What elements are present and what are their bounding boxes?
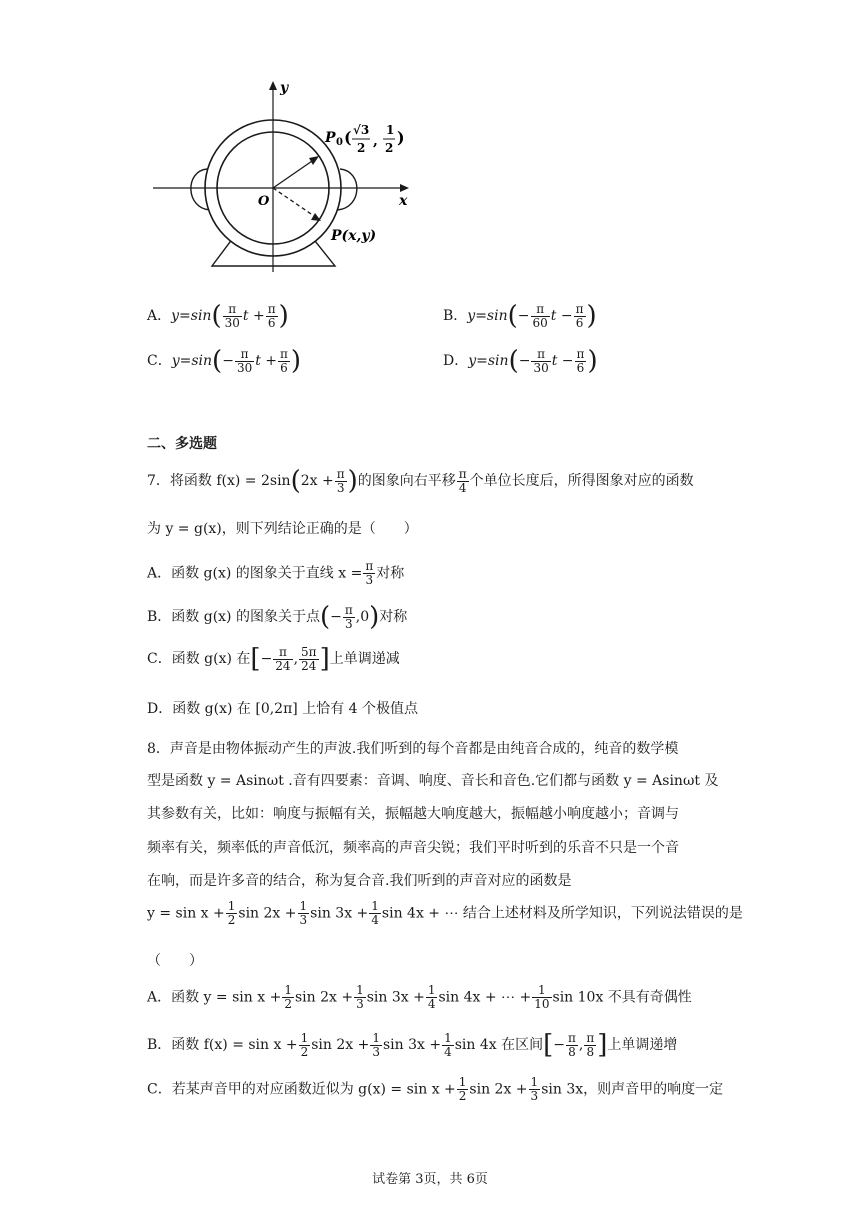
fraction	[282, 984, 294, 1011]
denominator: 10	[534, 997, 550, 1011]
q7-option-b[interactable]	[147, 602, 717, 632]
denominator: 8	[568, 1044, 576, 1059]
numerator: π	[575, 301, 584, 316]
paren: )	[586, 301, 597, 331]
numerator: π	[267, 301, 276, 316]
expr-mid: t −	[551, 353, 574, 369]
q7-stem-line2: 为 y = g(x)，则下列结论正确的是（ ）	[147, 521, 418, 537]
section-title: 二、多选题	[147, 436, 217, 452]
paren: (	[508, 346, 519, 376]
fraction	[532, 984, 551, 1011]
denominator: 6	[575, 315, 584, 330]
q6-option-d[interactable]	[443, 341, 598, 381]
wheel-figure	[145, 76, 430, 276]
denominator: 60	[532, 315, 548, 330]
numerator: 1	[444, 1030, 452, 1045]
fraction	[584, 1032, 596, 1059]
denominator: 2	[300, 1044, 309, 1059]
fraction	[343, 604, 355, 631]
text: y = sin x +	[147, 905, 225, 922]
paren: )	[369, 602, 380, 632]
paren: (	[212, 346, 223, 376]
option-letter: B．	[443, 308, 468, 324]
fraction	[235, 348, 254, 375]
fraction	[335, 468, 347, 495]
p0-paren-left: (	[344, 128, 352, 147]
numerator: 1	[458, 1075, 467, 1089]
fraction	[566, 1032, 578, 1059]
q8-option-b[interactable]: B．函数 f(x) = sin x + $\frac{1}{2}$ sin 2x + $\frac{1}{3}$ sin 3x + $\frac{1}{4}$ sin 4x 在区间[− $\frac{\pi}{8}$ , $\frac{\pi}{8}$ ]上单调递增	[147, 1030, 678, 1060]
text: 个单位长度后，所得图象对应的函数	[469, 473, 694, 489]
numerator: π	[586, 1030, 595, 1045]
sign: −	[517, 308, 530, 324]
q6-option-c[interactable]	[147, 341, 301, 381]
numerator: 1	[372, 1030, 380, 1045]
q7-option-a[interactable]	[147, 560, 717, 587]
denominator: 3	[365, 573, 374, 587]
sign: −	[518, 353, 531, 369]
paren: (	[319, 602, 331, 632]
option-letter: C．	[147, 353, 172, 369]
text: A．函数 y = sin x +	[147, 989, 282, 1006]
numerator: π	[273, 646, 292, 660]
denominator: 30	[236, 360, 253, 375]
expr-prefix: y=sin	[171, 353, 213, 369]
fraction	[529, 1076, 541, 1103]
paren: (	[211, 301, 222, 331]
text: ,0	[355, 609, 370, 625]
paren: )	[587, 346, 598, 376]
y-axis-label: y	[280, 80, 289, 96]
origin-label: O	[258, 194, 270, 209]
text: B．函数 f(x) = sin x +	[147, 1037, 298, 1053]
expr-prefix: y=sin	[467, 308, 508, 324]
numerator: 1	[300, 1030, 309, 1045]
p0-den2: 2	[385, 141, 394, 155]
q8-stem-line7: （ ）	[147, 953, 203, 969]
expr-mid: t +	[242, 308, 265, 324]
x-axis-arrow	[400, 184, 409, 192]
numerator: 1	[530, 1075, 539, 1089]
text: sin 4x + ⋯ 结合上述材料及所学知识，下列说法错误的是	[381, 905, 743, 922]
sign: −	[553, 1037, 566, 1053]
denominator: 4	[458, 480, 467, 495]
fraction	[354, 984, 366, 1011]
numerator: π	[336, 466, 345, 481]
expr-prefix: y=sin	[171, 308, 212, 324]
fraction	[299, 646, 319, 673]
fraction	[574, 303, 586, 330]
text: 2x +	[300, 473, 334, 489]
text: sin 10x 不具有奇偶性	[552, 989, 692, 1006]
numerator: π	[365, 559, 374, 573]
paren: )	[290, 346, 302, 376]
paren: )	[347, 466, 358, 496]
numerator: 1	[356, 983, 364, 997]
expr-prefix: y=sin	[468, 353, 509, 369]
numerator: 1	[371, 899, 379, 913]
text: sin 3x +	[310, 905, 369, 922]
text: 上单调递增	[607, 1037, 678, 1053]
sign: −	[222, 353, 234, 369]
denominator: 2	[458, 1089, 467, 1103]
fraction	[226, 900, 238, 927]
text: sin 2x +	[294, 989, 354, 1006]
x-axis-label: x	[399, 193, 408, 209]
sign: −	[260, 651, 273, 667]
denominator: 3	[345, 616, 353, 631]
text: 对称	[379, 609, 408, 625]
paren: (	[507, 301, 518, 331]
numerator: π	[576, 346, 585, 361]
q8-stem-line4: 频率有关，频率低的声音低沉，频率高的声音尖锐；我们平时听到的乐音不只是一个音	[147, 840, 679, 856]
p0-den1: 2	[357, 141, 366, 155]
q8-stem-line2: 型是函数 y = Asinωt .音有四要素：音调、响度、音长和音色.它们都与函数 y = Asinωt 及	[147, 773, 719, 789]
denominator: 6	[280, 360, 288, 375]
fraction	[426, 984, 438, 1011]
fraction	[369, 900, 381, 927]
text: A．函数 g(x) 的图象关于直线 x =	[147, 565, 363, 582]
text: sin 4x + ⋯ +	[438, 989, 532, 1006]
text: C．函数 g(x) 在	[147, 651, 251, 667]
paren: [	[250, 644, 261, 674]
denominator: 2	[284, 997, 292, 1011]
numerator: 5π	[301, 644, 317, 659]
fraction	[370, 1032, 382, 1059]
text: sin 2x +	[238, 905, 297, 922]
p-label: P(x,y)	[331, 228, 377, 244]
p0-comma: ,	[373, 133, 378, 149]
denominator: 4	[427, 997, 436, 1011]
expr-mid: t −	[550, 308, 573, 324]
q8-stem-line1: 8．声音是由物体振动产生的声波.我们听到的每个音都是由纯音合成的，纯音的数学模	[147, 741, 679, 757]
numerator: π	[531, 303, 550, 317]
denominator: 30	[533, 360, 549, 375]
denominator: 2	[227, 913, 236, 927]
text: 对称	[376, 565, 405, 582]
paren: [	[543, 1030, 554, 1060]
fraction	[298, 900, 310, 927]
p0-subscript: 0	[336, 137, 343, 148]
denominator: 3	[372, 1044, 380, 1059]
denominator: 3	[299, 913, 308, 927]
text: sin 2x +	[469, 1081, 528, 1098]
sign: −	[330, 609, 342, 625]
p0-paren-right: )	[397, 128, 405, 147]
q8-stem-line5: 在响，而是许多音的结合，称为复合音.我们听到的声音对应的函数是	[147, 873, 572, 889]
q6-option-b[interactable]	[443, 296, 597, 336]
y-axis-arrow	[269, 81, 277, 90]
denominator: 6	[267, 315, 276, 330]
denominator: 30	[224, 315, 240, 330]
option-letter: A．	[147, 308, 172, 324]
q7-option-d[interactable]: D．函数 g(x) 在 [0,2π] 上恰有 4 个极值点	[147, 701, 419, 717]
paren: (	[290, 466, 301, 496]
p0-label: P	[325, 130, 336, 146]
fraction	[363, 560, 375, 587]
fraction	[531, 348, 550, 375]
fraction	[278, 348, 290, 375]
text: sin 3x +	[382, 1037, 442, 1053]
p0-num2: 1	[386, 123, 395, 137]
numerator: π	[223, 303, 242, 317]
page-footer: 试卷第 3页，共 6页	[372, 1172, 488, 1187]
fraction	[266, 303, 278, 330]
q7-stem-line1	[147, 466, 717, 496]
fraction	[442, 1032, 454, 1059]
text: C．若某声音甲的对应函数近似为 g(x) = sin x +	[147, 1081, 456, 1098]
numerator: 1	[299, 899, 308, 913]
numerator: π	[235, 348, 254, 362]
denominator: 4	[444, 1044, 452, 1059]
q8-stem-line3: 其参数有关，比如：响度与振幅有关，振幅越大响度越大，振幅越小响度越小；音调与	[147, 806, 679, 822]
numerator: 1	[284, 983, 292, 997]
denominator: 3	[530, 1089, 539, 1103]
q8-option-c[interactable]	[147, 1075, 724, 1103]
q6-option-a[interactable]	[147, 296, 289, 336]
p0-sqrt3: √3	[353, 123, 370, 137]
denominator: 3	[356, 997, 364, 1011]
expr-mid: t +	[255, 353, 278, 369]
fraction	[457, 468, 469, 495]
denominator: 3	[336, 480, 345, 495]
numerator: 1	[427, 983, 436, 997]
numerator: π	[568, 1030, 576, 1045]
fraction	[273, 646, 292, 673]
q8-stem-line6	[147, 899, 743, 927]
numerator: π	[280, 346, 288, 361]
denominator: 8	[586, 1044, 595, 1059]
paren: )	[278, 301, 289, 331]
q8-option-a[interactable]	[147, 984, 717, 1011]
fraction	[575, 348, 587, 375]
numerator: π	[344, 602, 353, 617]
text: sin 4x 在区间	[454, 1037, 544, 1053]
text: 上单调递减	[329, 651, 400, 667]
text: B．函数 g(x) 的图象关于点	[147, 609, 320, 625]
text: 7．将函数 f(x) = 2sin	[147, 473, 291, 489]
fraction	[531, 303, 550, 330]
numerator: π	[531, 348, 550, 362]
denominator: 4	[371, 913, 379, 927]
text: sin 2x +	[311, 1037, 370, 1053]
paren: ]	[319, 644, 330, 674]
numerator: 1	[532, 984, 551, 998]
denominator: 6	[576, 360, 585, 375]
text: sin 3x，则声音甲的响度一定	[541, 1081, 724, 1098]
text: 的图象向右平移	[357, 473, 456, 489]
option-letter: D．	[443, 353, 469, 369]
q7-option-c[interactable]: C．函数 g(x) 在[− $\frac{\pi}{24}$ , $\frac{5\pi}{24}$ ]上单调递减	[147, 644, 400, 674]
paren: ]	[597, 1030, 608, 1060]
denominator: 24	[275, 658, 291, 673]
fraction	[223, 303, 242, 330]
denominator: 24	[301, 658, 317, 673]
numerator: π	[458, 466, 467, 481]
text: sin 3x +	[366, 989, 425, 1006]
fraction	[457, 1076, 469, 1103]
numerator: 1	[227, 899, 236, 913]
fraction	[299, 1032, 311, 1059]
